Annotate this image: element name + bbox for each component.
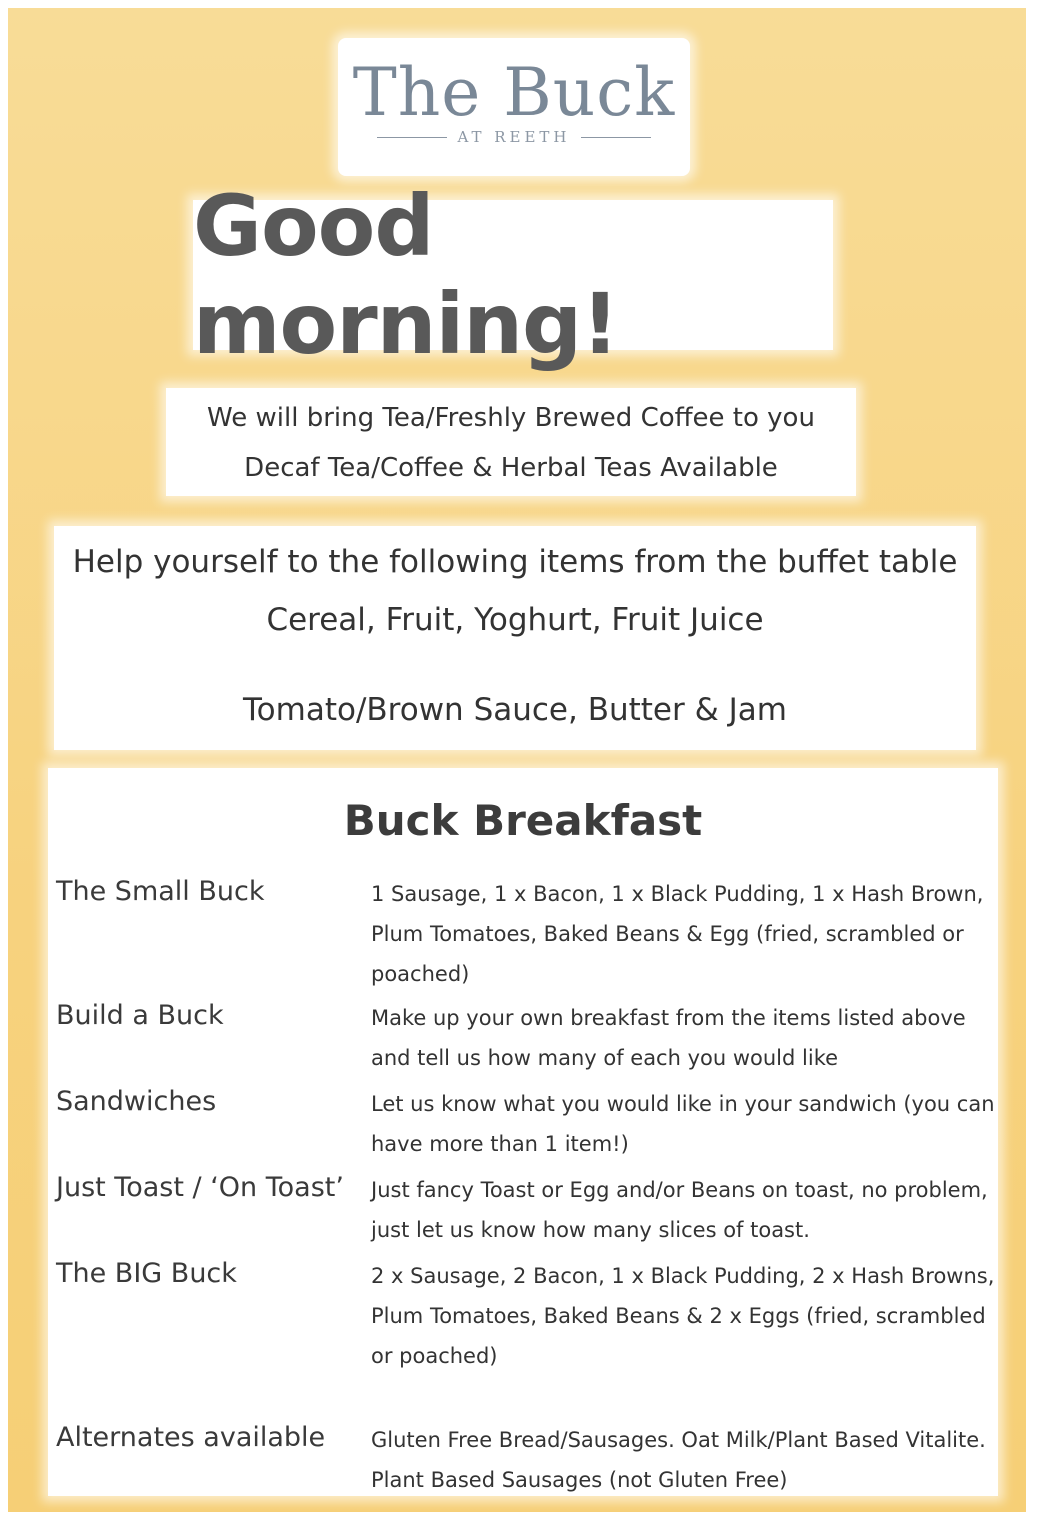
logo-subtitle: AT REETH	[457, 128, 571, 146]
menu-item-name: Sandwiches	[56, 1086, 217, 1117]
buffet-items-1: Cereal, Fruit, Yoghurt, Fruit Juice	[266, 602, 764, 638]
breakfast-menu	[48, 768, 998, 1496]
menu-item-name: Build a Buck	[56, 1000, 224, 1031]
menu-item-name: Just Toast / ‘On Toast’	[56, 1172, 344, 1203]
logo	[338, 38, 690, 176]
menu-sheet	[8, 8, 1026, 1512]
logo-rule-left	[377, 137, 447, 138]
greeting-heading: Good morning!	[193, 177, 619, 373]
drinks-line-1: We will bring Tea/Freshly Brewed Coffee to you	[207, 403, 815, 433]
menu-item-desc: 2 x Sausage, 2 Bacon, 1 x Black Pudding, 2 x Hash Browns, Plum Tomatoes, Baked Beans & 2 x Eggs (fried, scrambled or poached)	[371, 1264, 995, 1368]
menu-item-desc: Make up your own breakfast from the items listed above and tell us how many of each you would like	[371, 1006, 966, 1070]
menu-item-desc: Just fancy Toast or Egg and/or Beans on toast, no problem, just let us know how many slices of toast.	[371, 1178, 988, 1242]
menu-item-name: The BIG Buck	[56, 1258, 237, 1289]
menu-item-desc: Let us know what you would like in your sandwich (you can have more than 1 item!)	[371, 1092, 995, 1156]
menu-item-desc: Gluten Free Bread/Sausages. Oat Milk/Plant Based Vitalite. Plant Based Sausages (not Gluten Free)	[371, 1428, 986, 1492]
logo-title: The Buck	[352, 54, 676, 131]
menu-title: Buck Breakfast	[343, 796, 703, 845]
menu-item-name: Alternates available	[56, 1422, 326, 1453]
menu-item-desc: 1 Sausage, 1 x Bacon, 1 x Black Pudding, 1 x Hash Brown, Plum Tomatoes, Baked Beans & Egg (fried, scrambled or poached)	[371, 882, 984, 986]
drinks-box	[166, 388, 856, 496]
buffet-heading: Help yourself to the following items from the buffet table	[72, 544, 958, 580]
logo-rule-right	[581, 137, 651, 138]
greeting-box	[193, 177, 833, 373]
menu-item-name: The Small Buck	[56, 876, 265, 907]
buffet-box	[54, 526, 976, 750]
drinks-line-2: Decaf Tea/Coffee & Herbal Teas Available	[244, 453, 778, 483]
buffet-items-2: Tomato/Brown Sauce, Butter & Jam	[243, 692, 787, 728]
